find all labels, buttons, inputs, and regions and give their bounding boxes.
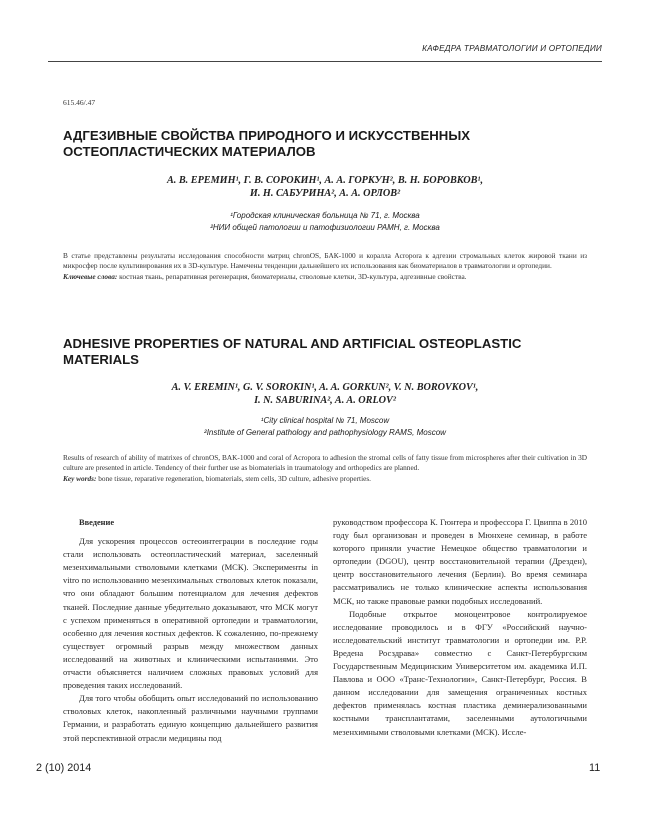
authors-english — [63, 381, 587, 407]
keywords-russian-text: костная ткань, репаративная регенерация, биоматериалы, стволовые клетки, 3D-культура, адгезивные свойства. — [119, 271, 467, 281]
affiliations-english — [63, 415, 587, 439]
page-number: 11 — [589, 762, 601, 774]
body-column-right — [333, 516, 587, 739]
header-rule — [48, 61, 602, 62]
section-heading-introduction: Введение — [79, 518, 115, 527]
abstract-russian-text: В статье представлены результаты исследования способности матриц chronOS, БАК-1000 и коралла Acropora к адгезии стромальных клеток жировой ткани из микросфер после культивирования их в 3D-культуре. Намечены тенденции дальнейшего их использования как биоматериалов в травматологии и ортопедии. — [63, 251, 587, 271]
abstract-english-text: Results of research of ability of matrixes of chronOS, BAK-1000 and coral of Acropora to adhesion the stromal cells of fatty tissue from microspheres after their cultivation in 3D culture are presented in article. Tendency of their further use as biomaterials in traumatology and orthopedics are planned. — [63, 453, 587, 473]
affiliation-english-2: ²Institute of General pathology and pathophysiology RAMS, Moscow — [204, 428, 446, 437]
body-paragraph: Для ускорения процессов остеоинтеграции в последние годы стали использовать остеопластический материал, заселенный мезенхимальными стволовыми клетками (МСК). Эксперименты in vitro по использованию мезенхимальных стволовых клеток показали, что они обладают большим потенциалом для лечения дефектов тканей. Последние данные убедительно доказывают, что МСК могут с успехом применяться в оперативной ортопедии и травматологии, особенно для лечения костных дефектов. К сожалению, по-прежнему существует огромный разрыв между множеством данных исследований на животных и клиническими испытаниями. Это отчасти объясняется наличием сложных правовых условий для проведения таких исследований. — [63, 536, 318, 691]
authors-russian — [63, 174, 587, 200]
authors-russian-line-1: А. В. ЕРЕМИН¹, Г. В. СОРОКИН¹, А. А. ГОРКУН², В. Н. БОРОВКОВ¹, — [167, 175, 483, 186]
udc-code: 615.46/.47 — [63, 98, 96, 107]
keywords-english-text: bone tissue, reparative regeneration, biomaterials, stem cells, 3D culture, adhesive properties. — [98, 473, 372, 483]
affiliations-russian — [63, 210, 587, 234]
affiliation-english-1: ¹City clinical hospital № 71, Moscow — [260, 416, 390, 425]
authors-russian-line-2: И. Н. САБУРИНА², А. А. ОРЛОВ² — [249, 188, 401, 199]
body-paragraph: руководством профессора К. Гюнтера и профессора Г. Цвиппа в 2010 году был организован и проведен в Мюнхене семинар, в работе которого приняли участие Немецкое общество травматологии и ортопедии (DGOU), центр восстановительной терапии (Дрезден), центр восстановительного лечения (Берлин). Во время семинара рассматривались не только клинические аспекты использования МСК, но также правовые рамки подобных исследований. — [333, 517, 587, 606]
affiliation-russian-1: ¹Городская клиническая больница № 71, г. Москва — [230, 211, 420, 220]
body-paragraph: Подобные открытое моноцентровое контролируемое исследование проводилось и в ФГУ «Российский научно-исследовательский институт травматологии и ортопедии им. Р.Р. Вредена Росздрава» совместно с Санкт-Петербургским Государственным Медицинским Университетом им. академика И.П. Павлова и ООО «Транс-Технологии», Санкт-Петербург, Россия. В данном исследовании для замещения ограниченных костных дефектов применялась костная пластика деминерализованными костными трансплантатами, заселенными аутологичными мезенхимными стволовыми клетками (МСК). Иссле- — [333, 608, 587, 737]
keywords-english-label: Key words: — [63, 473, 97, 483]
abstract-english — [63, 453, 587, 484]
authors-english-line-1: A. V. EREMIN¹, G. V. SOROKIN¹, A. A. GORKUN², V. N. BOROVKOV¹, — [171, 382, 479, 393]
keywords-russian-label: Ключевые слова: — [63, 271, 118, 281]
abstract-russian — [63, 251, 587, 282]
keywords-russian — [63, 272, 587, 282]
running-head: КАФЕДРА ТРАВМАТОЛОГИИ И ОРТОПЕДИИ — [422, 44, 602, 53]
keywords-english — [63, 474, 587, 484]
body-paragraph: Для того чтобы обобщить опыт исследований по использованию стволовых клеток, накопленный различными научными группами Германии, и разработать единую концепцию дальнейшего развития этой перспективной отрасли медицины под — [63, 693, 318, 743]
authors-english-line-2: I. N. SABURINA², A. A. ORLOV² — [254, 395, 396, 406]
title-russian: АДГЕЗИВНЫЕ СВОЙСТВА ПРИРОДНОГО И ИСКУССТВЕННЫХ ОСТЕОПЛАСТИЧЕСКИХ МАТЕРИАЛОВ — [63, 128, 471, 159]
affiliation-russian-2: ²НИИ общей патологии и патофизиологии РАМН, г. Москва — [210, 223, 440, 232]
body-column-left — [63, 516, 318, 745]
issue-number: 2 (10) 2014 — [36, 762, 92, 774]
title-english: ADHESIVE PROPERTIES OF NATURAL AND ARTIFICIAL OSTEOPLASTIC MATERIALS — [63, 336, 522, 367]
